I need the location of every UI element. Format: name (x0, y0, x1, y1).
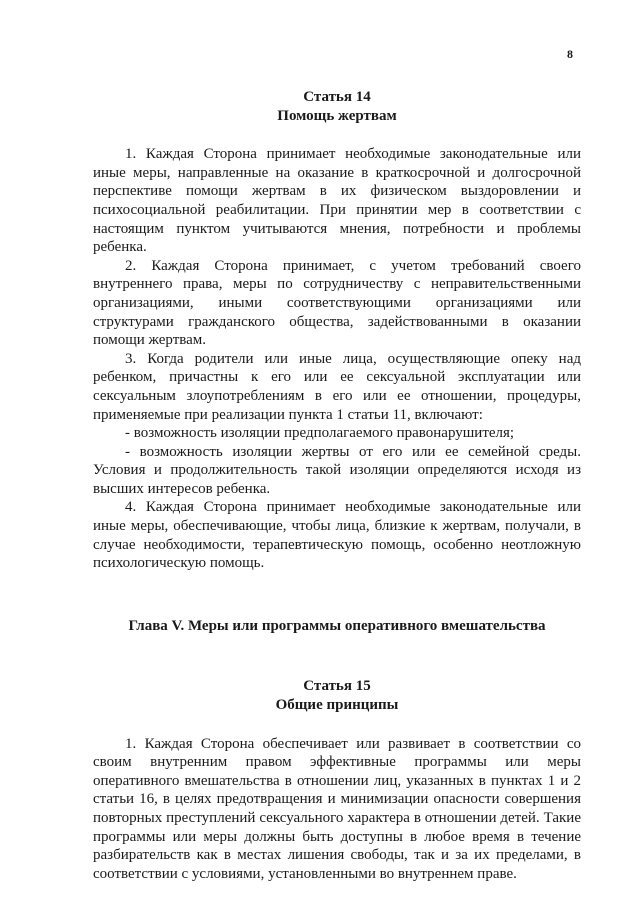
article-14-paragraph-4: 4. Каждая Сторона принимает необходимые законодательные или иные меры, обеспечивающие, чтобы лица, близкие к жертвам, получали, в случае необходимости, терапевтическую помощь, особенно неотложную психологическую помощь. (93, 499, 581, 572)
article-14-paragraph-1: 1. Каждая Сторона принимает необходимые законодательные или иные меры, направленные на оказание в краткосрочной и долгосрочной перспективе помощи жертвам в их физическом выздоровлении и психосоциальной реабилитации. При принятии мер в соответствии с настоящим пунктом учитываются мнения, потребности и проблемы ребенка. (93, 146, 581, 256)
article-15-paragraph-1: 1. Каждая Сторона обеспечивает или развивает в соответствии со своим внутренним правом эффективные программы или меры оперативного вмешательства в отношении лиц, указанных в пунктах 1 и 2 статьи 16, в целях предотвращения и минимизации опасности совершения повторных преступлений сексуального характера в отношении детей. Такие программы или меры должны быть доступны в любое время в течение разбирательств как в местах лишения свободы, так и за их пределами, в соответствии с условиями, установленными во внутреннем праве. (93, 735, 581, 882)
article-14-paragraph-2: 2. Каждая Сторона принимает, с учетом требований своего внутреннего права, меры по сотрудничеству с неправительственными организациями, иными соответствующими организациями или структурами гражданского общества, задействованными в оказании помощи жертвам. (93, 257, 581, 349)
article-15-subtitle: Общие принципы (275, 697, 399, 714)
article-15-title: Статья 15 (303, 678, 371, 695)
document-body (93, 88, 581, 883)
list-item: - возможность изоляции жертвы от его или ее семейной среды. Условия и продолжительность такой изоляции определяются исходя из высших интересов ребенка. (93, 443, 581, 497)
list-item: - возможность изоляции предполагаемого правонарушителя; (125, 425, 515, 442)
article-14-title: Статья 14 (303, 89, 371, 105)
article-14-paragraph-3: 3. Когда родители или иные лица, осуществляющие опеку над ребенком, причастны к его или ее сексуальной эксплуатации или сексуальным злоупотреблениям в его или ее отношении, процедуры, применяемые при реализации пункта 1 статьи 11, включают: (93, 350, 581, 423)
chapter-5-title: Глава V. Меры или программы оперативного вмешательства (128, 617, 546, 634)
article-14-subtitle: Помощь жертвам (277, 107, 397, 124)
page-number: 8 (567, 47, 573, 61)
